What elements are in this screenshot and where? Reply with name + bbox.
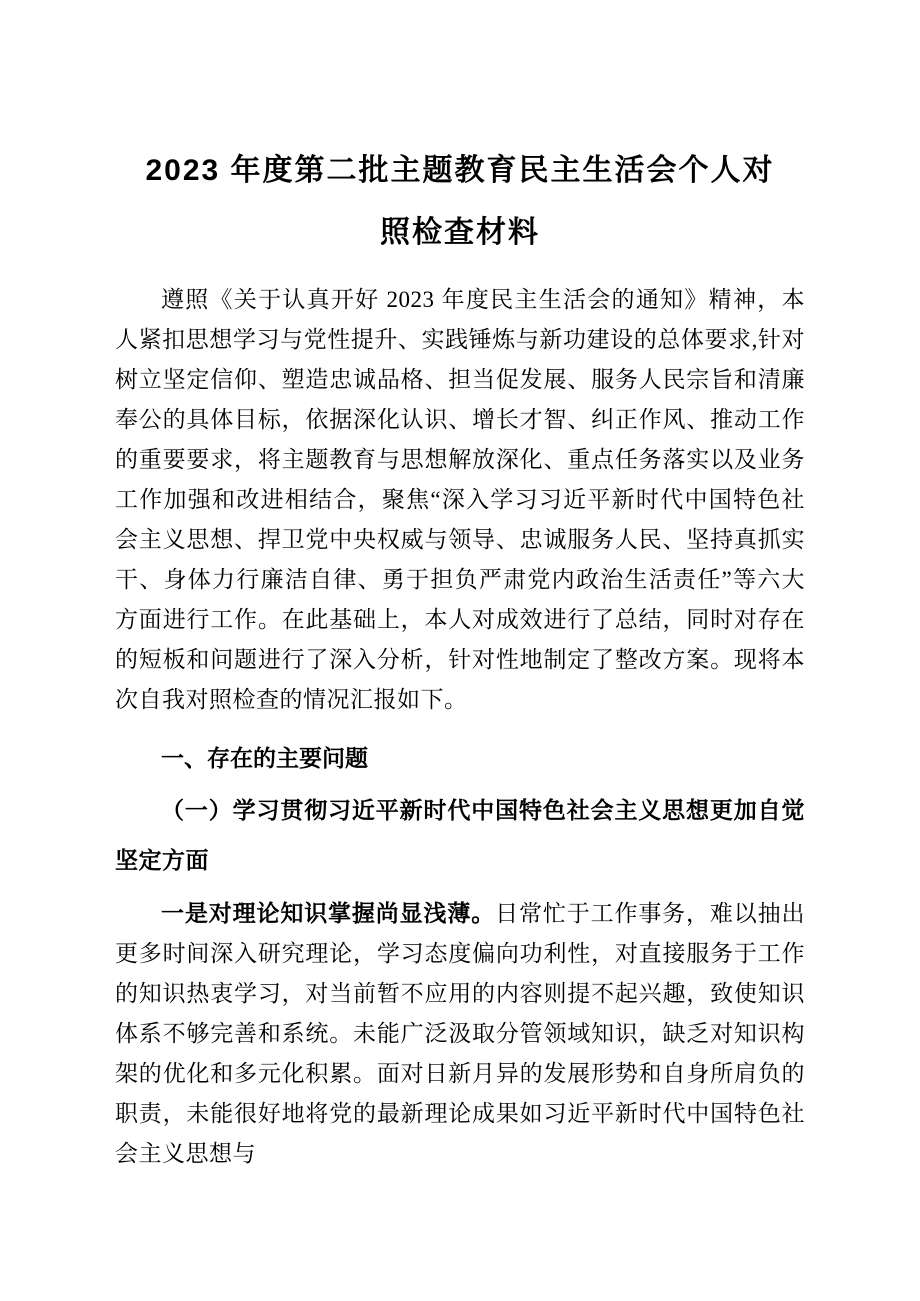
- heading-subsection-1: （一）学习贯彻习近平新时代中国特色社会主义思想更加自觉坚定方面: [115, 798, 805, 873]
- document-title-line-2: 照检查材料: [380, 216, 540, 249]
- paragraph-point-1: [115, 894, 805, 1174]
- document-title-line-1: 2023 年度第二批主题教育民主生活会个人对: [145, 154, 775, 187]
- document-title: [115, 140, 805, 264]
- paragraph-intro: 遵照《关于认真开好 2023 年度民主生活会的通知》精神，本人紧扣思想学习与党性提升、实践锤炼与新功建设的总体要求,针对树立坚定信仰、塑造忠诚品格、担当促发展、服务人民宗旨和清廉奉公的具体目标，依据深化认识、增长才智、纠正作风、推动工作的重要要求，将主题教育与思想解放深化、重点任务落实以及业务工作加强和改进相结合，聚焦“深入学习习近平新时代中国特色社会主义思想、捍卫党中央权威与领导、忠诚服务人民、坚持真抓实干、身体力行廉洁自律、勇于担负严肃党内政治生活责任”等六大方面进行工作。在此基础上，本人对成效进行了总结，同时对存在的短板和问题进行了深入分析，针对性地制定了整改方案。现将本次自我对照检查的情况汇报如下。: [115, 287, 805, 712]
- heading-section-1-main-problems: 一、存在的主要问题: [161, 745, 368, 771]
- paragraph-point-1-text: 日常忙于工作事务，难以抽出更多时间深入研究理论，学习态度偏向功利性，对直接服务于工作的知识热衷学习，对当前暂不应用的内容则提不起兴趣，致使知识体系不够完善和系统。未能广泛汲取分管领域知识，缺乏对知识构架的优化和多元化积累。面对日新月异的发展形势和自身所肩负的职责，未能很好地将党的最新理论成果如习近平新时代中国特色社会主义思想与: [115, 901, 806, 1166]
- paragraph-point-1-lead: 一是对理论知识掌握尚显浅薄。: [161, 901, 496, 926]
